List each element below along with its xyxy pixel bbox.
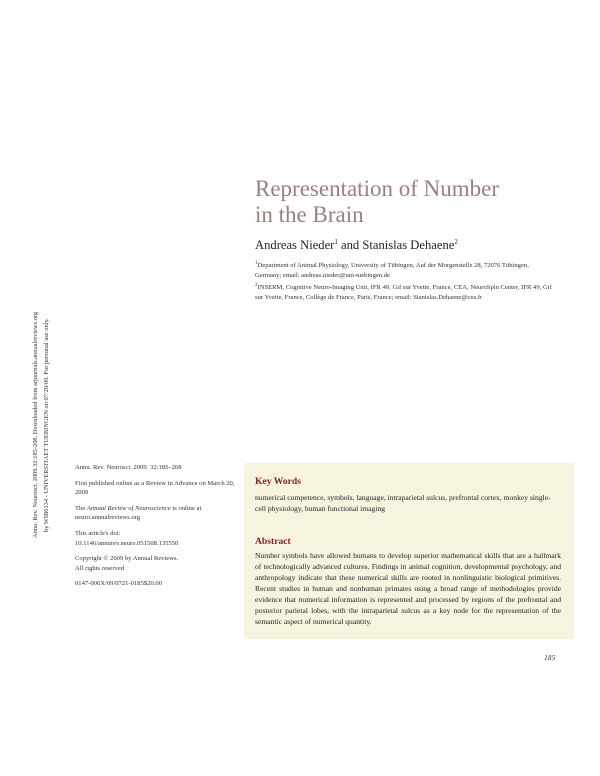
first-published-note: First published online as a Review in Advance on March 20, 2009 bbox=[75, 479, 235, 497]
affiliation-1-mark: 1 bbox=[255, 261, 258, 266]
article-title-line-2: in the Brain bbox=[255, 202, 364, 227]
affiliation-2-mark: 2 bbox=[255, 283, 258, 288]
online-suffix: is online at neuro.annualreviews.org bbox=[75, 504, 202, 522]
online-prefix: The bbox=[75, 504, 87, 512]
affiliation-1 bbox=[255, 259, 555, 281]
copyright-block bbox=[75, 554, 237, 573]
keywords-text: numerical competence, symbols, language, intraparietal sulcus, prefrontal cortex, monkey single-cell physiology, human functional imaging bbox=[255, 493, 551, 513]
affiliation-2-text: INSERM, Cognitive Neuro-Imaging Unit, IFR 49, Gif sur Yvette, France, CEA, NeuroSpin Center, IFR 49, Gif sur Yvette, France, Collège de France, Paris, France; email: Stanislas.Dehaene@cea.fr bbox=[255, 284, 552, 302]
journal-name: Annual Review of Neuroscience bbox=[86, 504, 171, 512]
article-title bbox=[255, 176, 575, 228]
article-title-line-1: Representation of Number bbox=[255, 176, 499, 201]
doi-block bbox=[75, 529, 237, 548]
download-notice-line-2: by WIB6134 - UNIVERSITAET TUEBINGEN on 07/20/09. For personal use only. bbox=[43, 318, 50, 532]
author-conjunction: and bbox=[337, 238, 363, 253]
doi-label: This article's doi: bbox=[75, 529, 121, 537]
download-notice bbox=[33, 245, 75, 605]
affiliation-2 bbox=[255, 281, 555, 303]
affiliation-1-text: Department of Animal Physiology, University of Tübingen, Auf der Morgenstelle 28, 72076 Tübingen, Germany; email: andreas.nieder@uni-tuebingen.de bbox=[255, 262, 529, 280]
author-1: Andreas Nieder bbox=[255, 238, 335, 253]
keywords-abstract-panel bbox=[244, 463, 574, 639]
publication-info bbox=[75, 463, 237, 595]
copyright-text: Copyright © 2009 by Annual Reviews. bbox=[75, 555, 179, 563]
page-number: 185 bbox=[544, 653, 556, 662]
issn: 0147-006X/09/0721-0185$20.00 bbox=[75, 580, 162, 588]
author-2-affiliation-mark: 2 bbox=[454, 238, 458, 246]
doi-value: 10.1146/annurev.neuro.051508.135550 bbox=[75, 539, 179, 547]
author-line bbox=[255, 238, 575, 253]
online-note bbox=[75, 504, 237, 523]
rights-text: All rights reserved bbox=[75, 564, 125, 572]
keywords-heading: Key Words bbox=[255, 476, 301, 487]
citation: Annu. Rev. Neurosci. 2009. 32:185–208 bbox=[75, 464, 182, 471]
download-notice-line-1: Annu. Rev. Neurosci. 2009.32:185-208. Downloaded from arjournals.annualreviews.org bbox=[32, 311, 39, 539]
author-1-affiliation-mark: 1 bbox=[334, 238, 338, 246]
author-2: Stanislas Dehaene bbox=[362, 238, 455, 253]
abstract-heading: Abstract bbox=[255, 536, 291, 547]
abstract-text: Number symbols have allowed humans to develop superior mathematical skills that are a hallmark of technologically advanced cultures. Findings in animal cognition, developmental psychology, and anthropology indicate that these numerical skills are rooted in nonlinguistic biological primitives. Recent studies in human and nonhuman primates using a broad range of methodologies provide evidence that numerical information is represented and processed by regions of the prefrontal and posterior parietal lobes, with the intraparietal sulcus as a key node for the representation of the semantic aspect of numerical quantity. bbox=[255, 551, 561, 626]
